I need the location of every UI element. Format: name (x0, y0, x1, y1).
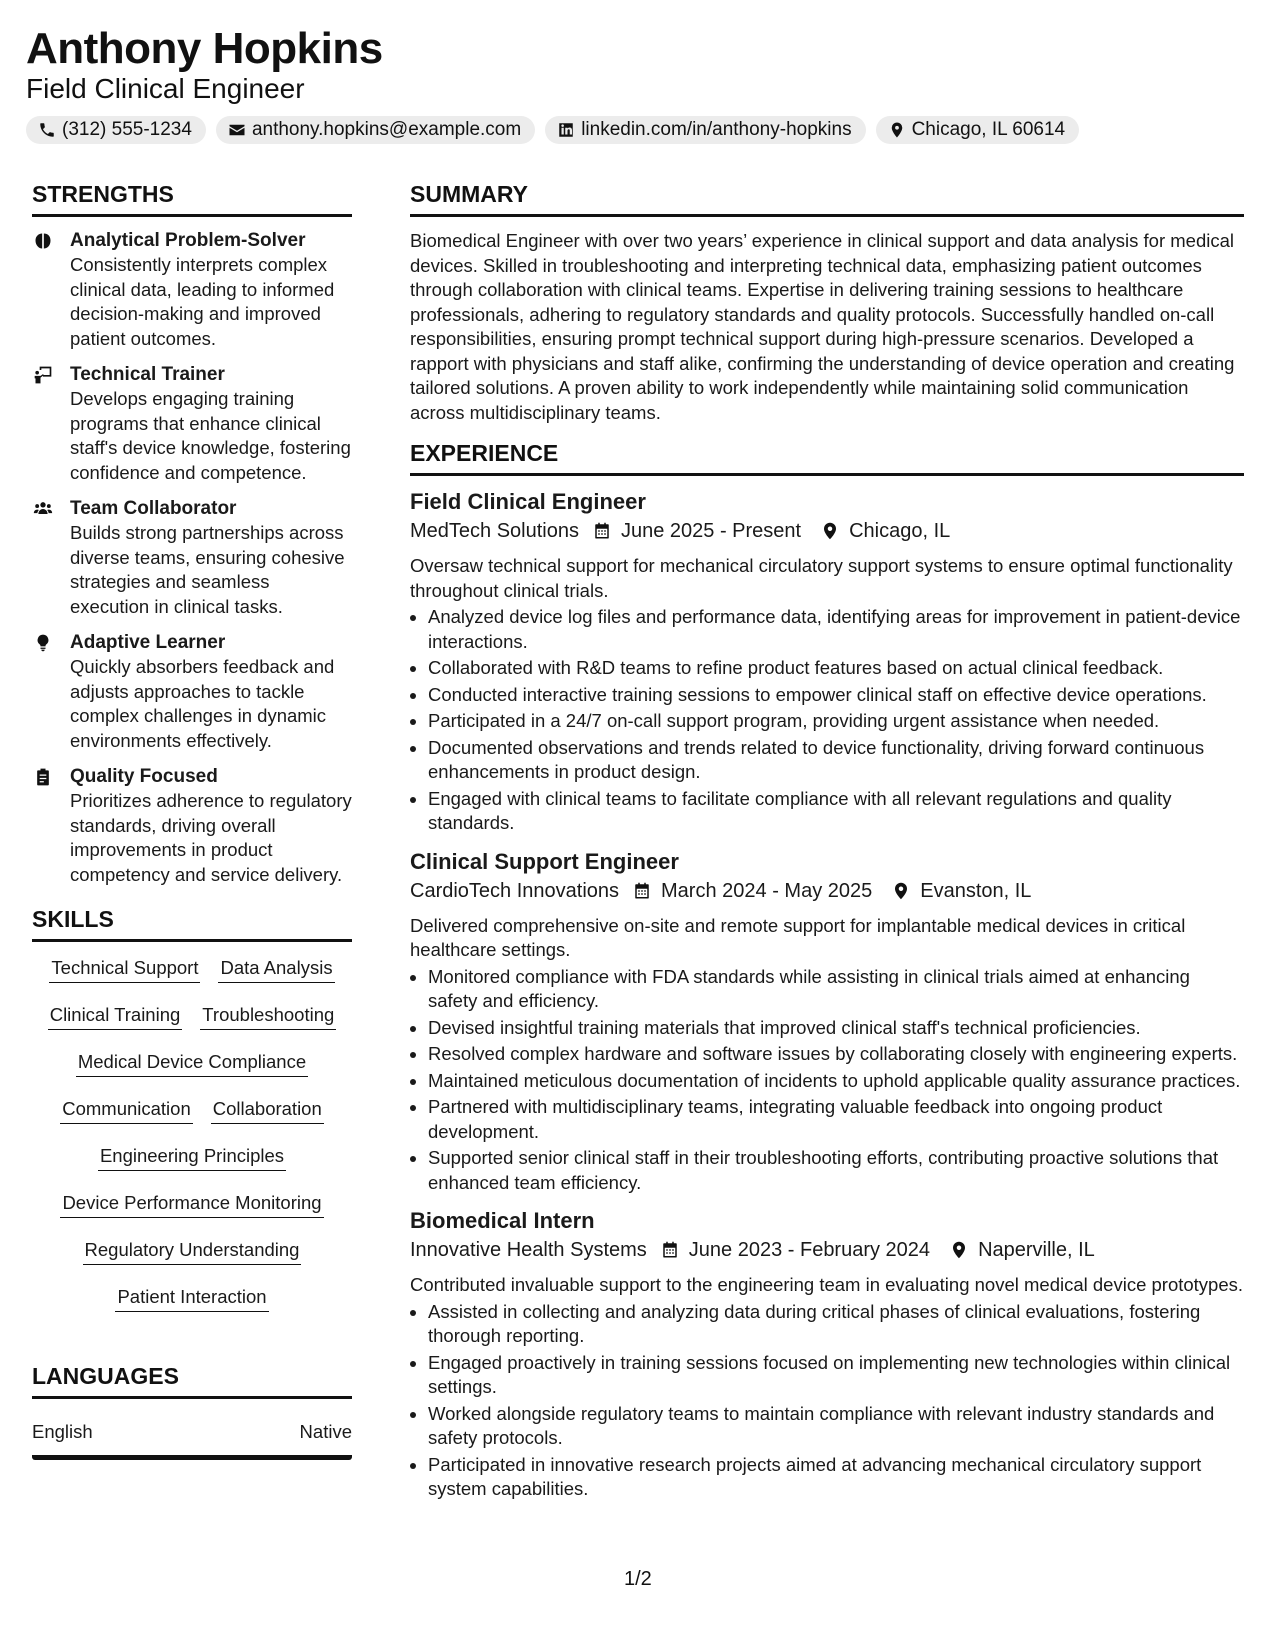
lightbulb-icon (32, 633, 54, 653)
contact-email-text: anthony.hopkins@example.com (251, 119, 522, 140)
map-pin-icon (888, 121, 906, 139)
strength-description: Quickly absorbers feedback and adjusts approaches to tackle complex challenges in dynamic environments effectively. (70, 656, 335, 751)
list-item: • Worked alongside regulatory teams to maintain compliance with relevant industry standards and safety protocols. (428, 1402, 1244, 1451)
list-item: • Participated in a 24/7 on-call support program, providing urgent assistance when needed. (428, 709, 1244, 734)
left-column (32, 180, 352, 1460)
job-entry (410, 1207, 1244, 1502)
language-name: English (32, 1421, 93, 1442)
summary-text: Biomedical Engineer with over two years’ experience in clinical support and data analysis for medical devices. Skilled in troubleshooting and interpreting technical data, emphasizing patient outcomes through collaboration with clinical teams. Expertise in delivering training sessions to healthcare professionals, adhering to regulatory standards and quality protocols. Successfully handled on-call responsibilities, ensuring prompt technical support during high-pressure scenarios. Developed a rapport with physicians and staff alike, confirming the understanding of device operation and creating tailored solutions. A proven ability to work independently while maintaining solid communication across multidisciplinary teams. (410, 230, 1235, 423)
job-dates: June 2023 - February 2024 (688, 1239, 931, 1261)
summary-heading: SUMMARY (410, 180, 1244, 217)
strengths-heading: STRENGTHS (32, 180, 352, 217)
calendar-icon (633, 881, 651, 901)
strength-title: Quality Focused (70, 766, 218, 787)
right-column (410, 180, 1244, 1514)
job-dates: June 2025 - Present (620, 520, 802, 542)
job-meta (410, 516, 1244, 546)
contact-phone-text: (312) 555-1234 (62, 119, 192, 140)
skill-tag: Technical Support (49, 956, 200, 983)
contact-bar (26, 116, 1079, 144)
job-bullets (410, 605, 1244, 836)
clipboard-icon (32, 767, 54, 787)
list-item: • Conducted interactive training sessions to empower clinical staff on effective device operations. (428, 683, 1244, 708)
list-item: • Devised insightful training materials that improved clinical staff's technical proficiencies. (428, 1016, 1244, 1041)
strength-item (32, 497, 352, 619)
skill-tag: Medical Device Compliance (76, 1050, 308, 1077)
job-title: Clinical Support Engineer (410, 848, 679, 874)
map-pin-icon (950, 1240, 968, 1260)
phone-icon (38, 121, 56, 139)
skill-tag: Troubleshooting (200, 1003, 336, 1030)
list-item: • Supported senior clinical staff in their troubleshooting efforts, contributing proactive solutions that enhanced team efficiency. (428, 1146, 1244, 1195)
presentation-icon (32, 365, 54, 385)
users-icon (32, 499, 54, 519)
list-item: • Assisted in collecting and analyzing data during critical phases of clinical evaluations, fostering thorough reporting. (428, 1300, 1244, 1349)
skill-tag: Collaboration (211, 1097, 324, 1124)
skills-list (32, 954, 352, 1312)
brain-icon (32, 231, 54, 251)
contact-location-text: Chicago, IL 60614 (911, 119, 1066, 140)
job-entry (410, 848, 1244, 1196)
map-pin-icon (892, 881, 910, 901)
languages-heading: LANGUAGES (32, 1362, 352, 1399)
list-item: • Monitored compliance with FDA standards while assisting in clinical trials aimed at enhancing safety and efficiency. (428, 965, 1244, 1014)
job-meta (410, 1235, 1244, 1265)
strength-title: Team Collaborator (70, 498, 237, 519)
job-description: Oversaw technical support for mechanical circulatory support systems to ensure optimal functionality throughout clinical trials. (410, 555, 1233, 601)
job-title: Field Clinical Engineer (410, 489, 646, 514)
resume-header (26, 24, 1079, 144)
skill-tag: Clinical Training (48, 1003, 183, 1030)
job-location: Naperville, IL (978, 1239, 1095, 1261)
job-dates: March 2024 - May 2025 (661, 879, 873, 902)
list-item: • Analyzed device log files and performance data, identifying areas for improvement in patient-device interactions. (428, 605, 1244, 654)
strength-title: Technical Trainer (70, 364, 225, 385)
skill-tag: Communication (60, 1097, 193, 1124)
contact-linkedin-text: linkedin.com/in/anthony-hopkins (581, 119, 852, 140)
job-bullets (410, 1300, 1244, 1502)
skill-tag: Patient Interaction (115, 1285, 268, 1312)
job-location: Chicago, IL (849, 520, 951, 542)
strength-description: Consistently interprets complex clinical data, leading to informed decision-making and improved patient outcomes. (70, 254, 335, 349)
candidate-name: Anthony Hopkins (26, 24, 383, 73)
strength-item (32, 631, 352, 753)
job-title: Biomedical Intern (410, 1208, 595, 1233)
skill-tag: Device Performance Monitoring (60, 1191, 323, 1218)
linkedin-icon (557, 121, 575, 139)
job-entry (410, 488, 1244, 836)
job-description: Contributed invaluable support to the engineering team in evaluating novel medical device prototypes. (410, 1274, 1244, 1295)
candidate-title: Field Clinical Engineer (26, 73, 305, 104)
job-company: Innovative Health Systems (410, 1239, 647, 1261)
list-item: • Partnered with multidisciplinary teams, integrating valuable feedback into ongoing product development. (428, 1095, 1244, 1144)
language-level: Native (299, 1421, 352, 1442)
envelope-icon (228, 121, 246, 139)
list-item: • Participated in innovative research projects aimed at advancing mechanical circulatory support system capabilities. (428, 1453, 1244, 1502)
job-bullets (410, 965, 1244, 1196)
list-item: • Maintained meticulous documentation of incidents to uphold applicable quality assurance practices. (428, 1069, 1244, 1094)
job-meta (410, 876, 1244, 906)
list-item: • Collaborated with R&D teams to refine product features based on actual clinical feedback. (428, 656, 1244, 681)
contact-linkedin[interactable] (545, 116, 865, 144)
page-number: 1/2 (624, 1568, 652, 1590)
strength-title: Adaptive Learner (70, 632, 226, 653)
strength-description: Builds strong partnerships across diverse teams, ensuring cohesive strategies and seamless execution in clinical tasks. (70, 522, 345, 617)
list-item: • Documented observations and trends related to device functionality, driving forward continuous enhancements in product design. (428, 736, 1244, 785)
map-pin-icon (821, 521, 839, 541)
contact-location (876, 116, 1080, 144)
contact-phone[interactable] (26, 116, 206, 144)
strength-item (32, 363, 352, 485)
list-item: • Engaged proactively in training sessions focused on implementing new technologies within clinical settings. (428, 1351, 1244, 1400)
calendar-icon (593, 521, 611, 541)
job-location: Evanston, IL (920, 879, 1032, 902)
list-item: • Resolved complex hardware and software issues by collaborating closely with engineering experts. (428, 1042, 1244, 1067)
strength-item (32, 765, 352, 887)
experience-heading: EXPERIENCE (410, 439, 1244, 476)
skills-heading: SKILLS (32, 905, 352, 942)
contact-email[interactable] (216, 116, 535, 144)
strength-description: Develops engaging training programs that enhance clinical staff's device knowledge, fostering confidence and competence. (70, 388, 351, 483)
language-row (32, 1411, 352, 1460)
skill-tag: Regulatory Understanding (83, 1238, 302, 1265)
job-description: Delivered comprehensive on-site and remote support for implantable medical devices in critical healthcare settings. (410, 914, 1186, 960)
job-company: CardioTech Innovations (410, 879, 620, 902)
strength-title: Analytical Problem-Solver (70, 230, 306, 251)
skill-tag: Data Analysis (218, 956, 334, 983)
strength-description: Prioritizes adherence to regulatory standards, driving overall improvements in product competency and service delivery. (70, 790, 352, 885)
list-item: • Engaged with clinical teams to facilitate compliance with all relevant regulations and quality standards. (428, 787, 1244, 836)
skill-tag: Engineering Principles (98, 1144, 286, 1171)
calendar-icon (661, 1240, 679, 1260)
job-company: MedTech Solutions (410, 520, 579, 542)
strength-item (32, 229, 352, 351)
